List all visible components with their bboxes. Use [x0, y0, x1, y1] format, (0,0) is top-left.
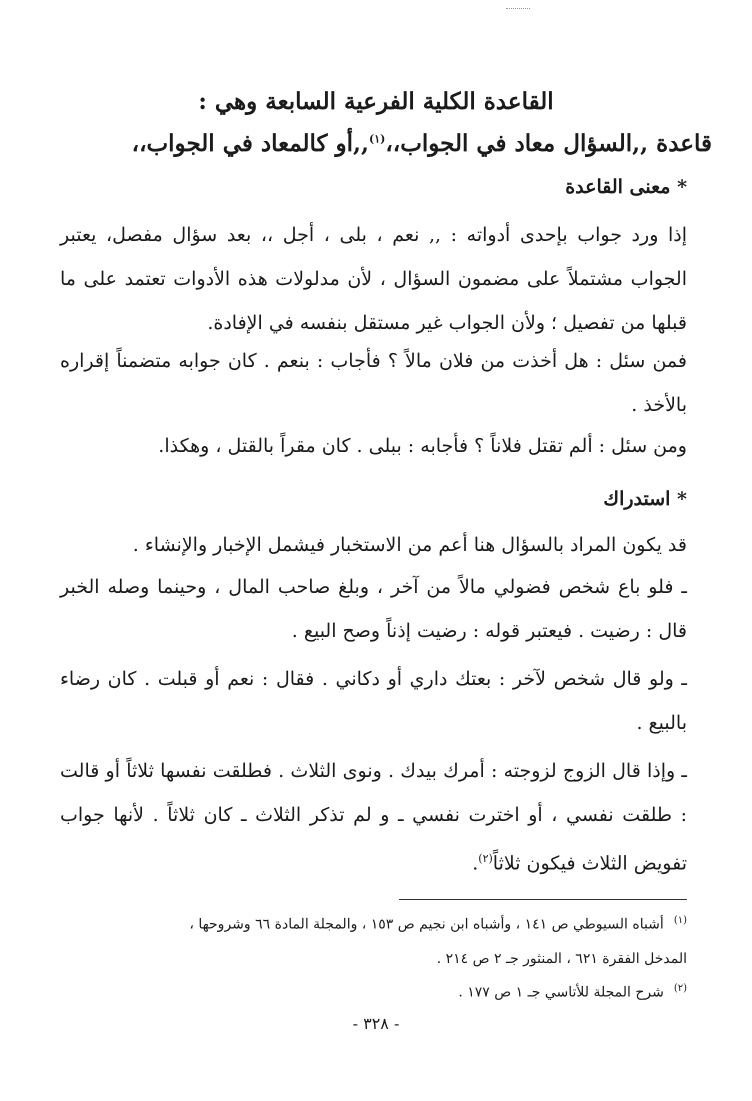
note-case-1: ـ فلو باع شخص فضولي مالاً من آخر ، وبلغ صاحب المال ، وحينما وصله الخبر قال : رضيت . فيعتبر قوله : رضيت إذناً وصح البيع . — [60, 576, 687, 642]
note-case-3-text: ـ وإذا قال الزوج لزوجته : أمرك بيدك . ونوى الثلاث . فطلقت نفسها ثلاثاً أو قالت : طلقت نفسي ، أو اخترت نفسي ـ و لم تذكر الثلاث ـ كان ثلاثاً . لأنها جواب تفويض الثلاث فيكون ثلاثاً — [60, 760, 687, 875]
note-case-3-end: . — [472, 852, 479, 875]
footnote-2 — [60, 972, 687, 1010]
scan-speck — [506, 8, 530, 11]
section-title-note: * استدراك — [603, 488, 687, 510]
note-case-3 — [60, 749, 687, 885]
note-intro-paragraph: قد يكون المراد بالسؤال هنا أعم من الاستخبار فيشمل الإخبار والإنشاء . — [132, 534, 687, 556]
note-case-2: ـ ولو قال شخص لآخر : بعتك داري أو دكاني . فقال : نعم أو قبلت . كان رضاء بالبيع . — [60, 668, 687, 734]
example-paragraph-1: فمن سئل : هل أخذت من فلان مالاً ؟ فأجاب : بنعم . كان جوابه متضمناً إقراره بالأخذ . — [60, 350, 687, 416]
section-title-meaning: * معنى القاعدة — [565, 176, 687, 198]
meaning-paragraph: إذا ورد جواب بإحدى أدواته : ,, نعم ، بلى ، أجل ،، بعد سؤال مفصل، يعتبر الجواب مشتملاً على مضمون السؤال ، لأن مدلولات هذه الأدوات تعتمد على ما قبلها من تفصيل ؛ ولأن الجواب غير مستقل بنفسه في الإفادة. — [60, 224, 687, 334]
footnote-1-line-2: المدخل الفقرة ٦٢١ ، المنثور جـ ٢ ص ٢١٤ . — [436, 950, 687, 967]
main-heading: القاعدة الكلية الفرعية السابعة وهي : — [198, 88, 554, 115]
footnote-2-number: (٢) — [673, 983, 687, 994]
page-number: - ٣٢٨ - — [352, 1014, 400, 1033]
footnote-ref-1[interactable]: (١) — [369, 132, 386, 146]
footnote-1-text-1: أشباه السيوطي ص ١٤١ ، وأشباه ابن نجيم ص ١٥٣ ، والمجلة المادة ٦٦ وشروحها ، — [189, 916, 664, 933]
footnote-1-line-1 — [60, 904, 687, 942]
footnote-2-text-1: شرح المجلة للأتاسي جـ ١ ص ١٧٧ . — [458, 984, 664, 1001]
footnote-2-line-1 — [60, 972, 687, 1010]
footnote-1-number: (١) — [673, 915, 687, 926]
footnote-1 — [60, 904, 687, 976]
rule-heading-part2: ,,أو كالمعاد في الجواب،، — [131, 130, 369, 157]
example-paragraph-2: ومن سئل : ألم تقتل فلاناً ؟ فأجابه : ببلى . كان مقراً بالقتل ، وهكذا. — [158, 435, 687, 457]
rule-heading-part1: قاعدة ,,السؤال معاد في الجواب،، — [385, 130, 712, 157]
rule-heading — [132, 130, 712, 157]
footnote-ref-2[interactable]: (٢) — [478, 852, 493, 865]
footnote-divider — [399, 899, 687, 900]
